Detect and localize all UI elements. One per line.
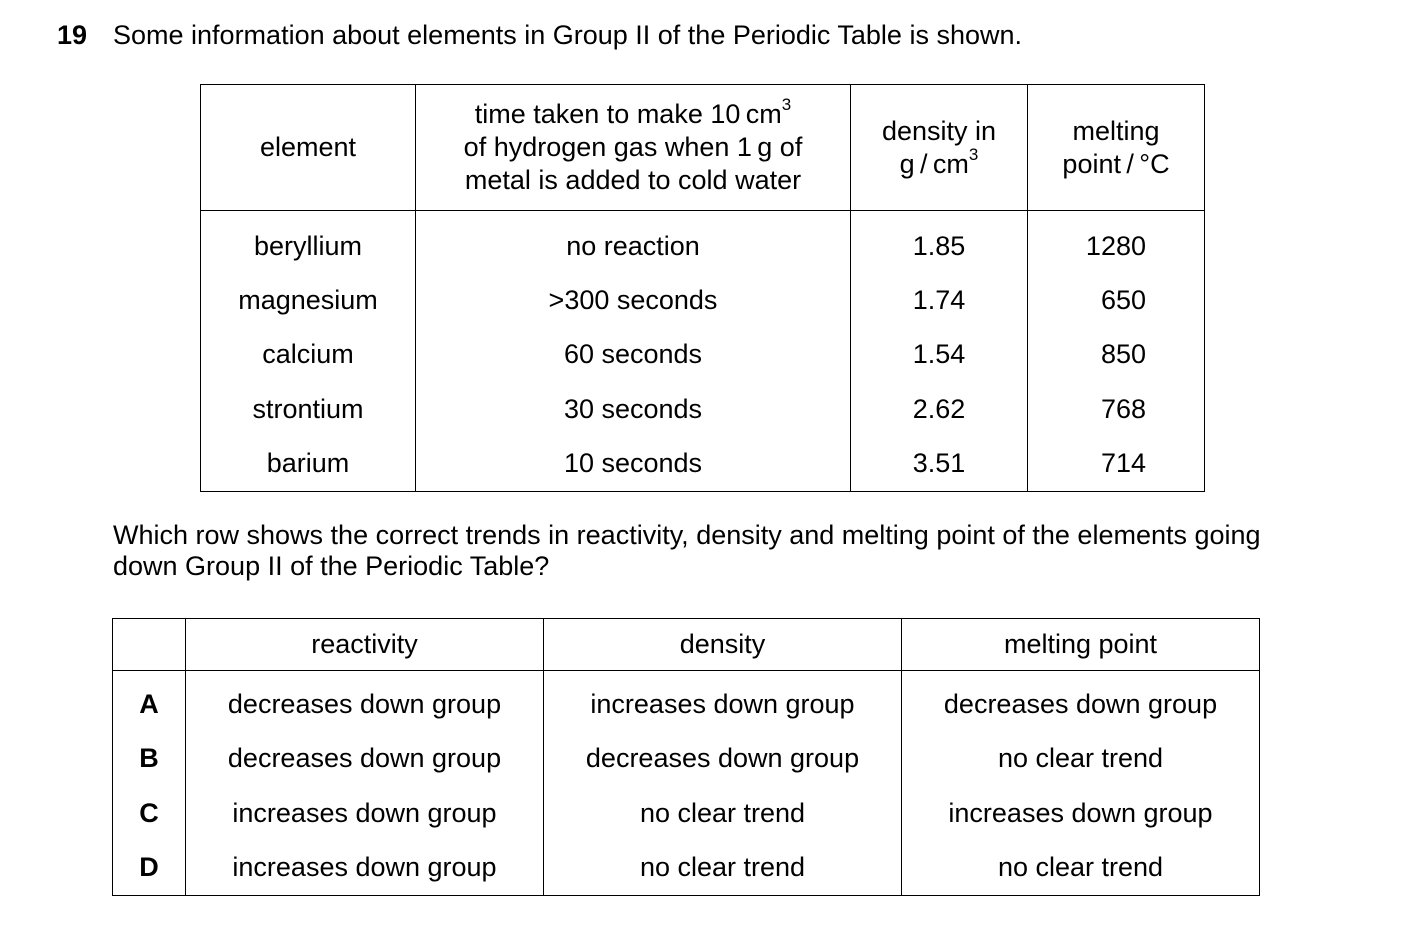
option-row-a[interactable] [113, 671, 1260, 732]
option-row-b[interactable] [113, 732, 1260, 787]
question-prompt [113, 520, 1261, 582]
option-letter[interactable]: D [113, 841, 186, 896]
question-intro: Some information about elements in Group II of the Periodic Table is shown. [113, 20, 1022, 50]
option-row-d[interactable] [113, 841, 1260, 896]
header-element [201, 85, 416, 211]
cell-time: 30 seconds [416, 382, 851, 437]
cell-time: 60 seconds [416, 328, 851, 383]
table-row [201, 328, 1205, 383]
option-reactivity: decreases down group [186, 732, 544, 787]
header-time [416, 85, 851, 211]
element-data-table [200, 84, 1205, 492]
header-melting-point: melting point [902, 619, 1260, 671]
cell-time: no reaction [416, 211, 851, 274]
option-density: decreases down group [544, 732, 902, 787]
header-density-sup: 3 [968, 144, 979, 164]
header-time-line1: time taken to make 10 cm [474, 99, 782, 129]
option-melting-point: decreases down group [902, 671, 1260, 732]
cell-density: 3.51 [851, 437, 1028, 492]
question-number: 19 [57, 20, 88, 50]
option-melting-point: no clear trend [902, 841, 1260, 896]
options-header-row [113, 619, 1260, 671]
header-density-line1: density in [881, 115, 997, 146]
option-letter[interactable]: C [113, 786, 186, 841]
cell-density: 1.74 [851, 273, 1028, 328]
header-time-sup: 3 [781, 95, 792, 114]
cell-melting-point: 1280 [1028, 211, 1205, 274]
option-melting-point: no clear trend [902, 732, 1260, 787]
question-prompt-line2: down Group II of the Periodic Table? [113, 551, 550, 581]
cell-melting-point: 768 [1028, 382, 1205, 437]
table-row [201, 437, 1205, 492]
header-time-line2: of hydrogen gas when 1 g of [463, 132, 803, 162]
cell-melting-point: 650 [1028, 273, 1205, 328]
header-mp-line2: point / °C [1062, 148, 1170, 179]
option-reactivity: increases down group [186, 841, 544, 896]
header-time-line3: metal is added to cold water [464, 165, 802, 195]
cell-density: 2.62 [851, 382, 1028, 437]
header-reactivity: reactivity [186, 619, 544, 671]
header-density [851, 85, 1028, 211]
option-reactivity: increases down group [186, 786, 544, 841]
header-letter [113, 619, 186, 671]
header-melting-point [1028, 85, 1205, 211]
cell-density: 1.85 [851, 211, 1028, 274]
question-prompt-line1: Which row shows the correct trends in reactivity, density and melting point of the elements going [113, 520, 1261, 550]
header-mp-line1: melting [1072, 115, 1160, 146]
table-row [201, 211, 1205, 274]
table-header-row [201, 85, 1205, 211]
option-row-c[interactable] [113, 786, 1260, 841]
cell-time: >300 seconds [416, 273, 851, 328]
cell-element: magnesium [201, 273, 416, 328]
option-density: no clear trend [544, 786, 902, 841]
option-reactivity: decreases down group [186, 671, 544, 732]
cell-element: strontium [201, 382, 416, 437]
cell-melting-point: 850 [1028, 328, 1205, 383]
answer-options-table [112, 618, 1260, 896]
header-density-line2: g / cm [899, 148, 969, 179]
option-melting-point: increases down group [902, 786, 1260, 841]
cell-density: 1.54 [851, 328, 1028, 383]
cell-element: barium [201, 437, 416, 492]
cell-time: 10 seconds [416, 437, 851, 492]
cell-element: beryllium [201, 211, 416, 274]
option-letter[interactable]: A [113, 671, 186, 732]
table-row [201, 382, 1205, 437]
cell-element: calcium [201, 328, 416, 383]
cell-melting-point: 714 [1028, 437, 1205, 492]
header-element-label: element [259, 132, 357, 162]
table-row [201, 273, 1205, 328]
header-density: density [544, 619, 902, 671]
option-density: no clear trend [544, 841, 902, 896]
option-density: increases down group [544, 671, 902, 732]
option-letter[interactable]: B [113, 732, 186, 787]
